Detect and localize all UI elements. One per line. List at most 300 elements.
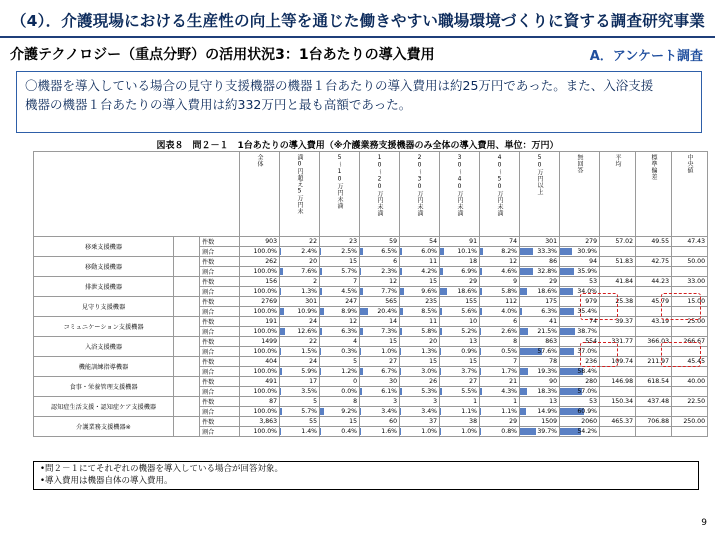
- cell-value: 491: [265, 378, 278, 385]
- percent-cell: [400, 287, 440, 297]
- header-divider: [0, 36, 715, 38]
- percent-cell: [440, 387, 480, 397]
- std-dev-cell: 43.19: [636, 317, 672, 327]
- count-cell: [400, 237, 440, 247]
- empty-cell: [636, 407, 672, 417]
- count-cell: [360, 397, 400, 407]
- percent-cell: [480, 347, 520, 357]
- cell-value: 6.9%: [461, 268, 478, 275]
- empty-cell: [672, 267, 708, 277]
- percent-bar: [520, 248, 533, 255]
- empty-cell: [636, 367, 672, 377]
- count-cell: [520, 297, 560, 307]
- std-dev-cell: 437.48: [636, 397, 672, 407]
- note-line-2: •導入費用は機器自体の導入費用。: [40, 475, 173, 486]
- cell-value: 26: [429, 378, 438, 385]
- cell-value: 5.2%: [461, 328, 478, 335]
- column-header: [636, 152, 672, 237]
- median-cell: 15.00: [672, 297, 708, 307]
- count-cell: [440, 417, 480, 427]
- count-cell: [440, 277, 480, 287]
- cell-value: 8.2%: [501, 248, 518, 255]
- table-body: [34, 237, 708, 437]
- percent-cell: [480, 387, 520, 397]
- device-name: 入浴支援機器: [34, 337, 174, 357]
- percent-cell: [520, 367, 560, 377]
- count-cell: [240, 257, 280, 267]
- cell-value: 235: [425, 298, 438, 305]
- cell-value: 14.9%: [537, 408, 558, 415]
- summary-line-1: 〇機器を導入している場合の見守り支援機器の機器１台あたりの導入費用は約25万円であった。また、入浴支援: [25, 78, 654, 93]
- percent-bar: [480, 368, 481, 375]
- empty-cell: [636, 327, 672, 337]
- percent-cell: [560, 267, 600, 277]
- count-cell: [280, 417, 320, 427]
- percent-cell: [360, 307, 400, 317]
- percent-cell: [240, 247, 280, 257]
- count-cell: [400, 297, 440, 307]
- percent-bar: [400, 348, 401, 355]
- std-dev-cell: 42.75: [636, 257, 672, 267]
- empty-cell: [600, 367, 636, 377]
- percent-cell: [400, 347, 440, 357]
- percent-bar: [560, 248, 572, 255]
- count-label: 件数: [200, 277, 240, 287]
- percent-bar: [280, 288, 281, 295]
- cell-value: 301: [545, 238, 558, 245]
- device-name: 排泄支援機器: [34, 277, 174, 297]
- cell-value: 8.5%: [421, 308, 438, 315]
- table-row: [34, 257, 708, 267]
- cell-value: 59: [389, 238, 398, 245]
- cell-value: 1.6%: [381, 428, 398, 435]
- cell-value: 39.7%: [537, 428, 558, 435]
- std-dev-cell: 49.55: [636, 237, 672, 247]
- count-cell: [400, 417, 440, 427]
- percent-cell: [440, 427, 480, 437]
- count-cell: [360, 417, 400, 427]
- count-cell: [240, 397, 280, 407]
- count-cell: [400, 337, 440, 347]
- row-gap: [174, 357, 200, 377]
- cell-value: 1.2%: [341, 368, 358, 375]
- count-cell: [360, 237, 400, 247]
- cell-value: 32.8%: [537, 268, 558, 275]
- percent-cell: [560, 387, 600, 397]
- cell-value: 1.7%: [501, 368, 518, 375]
- count-cell: [480, 417, 520, 427]
- cell-value: 10.1%: [457, 248, 478, 255]
- percent-cell: [480, 407, 520, 417]
- column-header-label: 無回答: [576, 154, 584, 174]
- count-cell: [320, 277, 360, 287]
- cell-value: 8: [513, 338, 518, 345]
- column-header-label: 30～40万円未満: [456, 154, 464, 217]
- highlight-bath-median: [661, 342, 701, 367]
- cell-value: 100.0%: [253, 428, 278, 435]
- count-cell: [400, 357, 440, 367]
- cell-value: 1509: [541, 418, 558, 425]
- count-cell: [440, 297, 480, 307]
- percent-cell: [400, 407, 440, 417]
- count-cell: [280, 377, 320, 387]
- count-cell: [320, 317, 360, 327]
- count-cell: [480, 277, 520, 287]
- percent-cell: [240, 367, 280, 377]
- percent-bar: [400, 268, 402, 275]
- header-title: （4）．介護現場における生産性の向上等を通じた働きやすい職場環境づくりに資する調査研究事業: [10, 12, 705, 30]
- percent-label: 割合: [200, 387, 240, 397]
- cell-value: 4: [353, 338, 358, 345]
- percent-cell: [440, 407, 480, 417]
- percent-bar: [280, 248, 281, 255]
- percent-cell: [320, 367, 360, 377]
- cell-value: 37.0%: [577, 348, 598, 355]
- count-cell: [520, 357, 560, 367]
- cell-value: 20: [429, 338, 438, 345]
- percent-bar: [560, 328, 575, 335]
- percent-bar: [320, 288, 322, 295]
- percent-cell: [360, 287, 400, 297]
- cell-value: 74: [509, 238, 518, 245]
- row-gap: [174, 317, 200, 337]
- percent-bar: [320, 308, 323, 315]
- cell-value: 6: [513, 318, 518, 325]
- cell-value: 3,863: [259, 418, 278, 425]
- count-cell: [320, 397, 360, 407]
- cell-value: 6.5%: [381, 248, 398, 255]
- count-cell: [440, 357, 480, 367]
- percent-bar: [440, 288, 447, 295]
- column-header-label: 満0円超え5万円未: [296, 154, 304, 215]
- percent-bar: [280, 348, 281, 355]
- percent-bar: [320, 408, 324, 415]
- column-header-label: 10～20万円未満: [376, 154, 384, 217]
- cell-value: 18.3%: [537, 388, 558, 395]
- count-label: 件数: [200, 417, 240, 427]
- row-gap: [174, 337, 200, 357]
- cell-value: 7.6%: [301, 268, 318, 275]
- count-label: 件数: [200, 337, 240, 347]
- device-name: 移乗支援機器: [34, 237, 174, 257]
- percent-cell: [240, 407, 280, 417]
- cell-value: 0: [353, 378, 358, 385]
- percent-cell: [480, 327, 520, 337]
- percent-cell: [280, 347, 320, 357]
- count-cell: [520, 337, 560, 347]
- percent-bar: [520, 428, 535, 435]
- percent-bar: [480, 268, 482, 275]
- cell-value: 0.5%: [501, 348, 518, 355]
- cell-value: 1.3%: [421, 348, 438, 355]
- row-gap: [174, 277, 200, 297]
- header-blank: [34, 152, 240, 237]
- cell-value: 37: [429, 418, 438, 425]
- cell-value: 11: [429, 258, 438, 265]
- percent-bar: [440, 268, 443, 275]
- cell-value: 1: [473, 398, 478, 405]
- cell-value: 2060: [581, 418, 598, 425]
- cell-value: 15: [469, 358, 478, 365]
- column-header: [600, 152, 636, 237]
- percent-cell: [520, 407, 560, 417]
- cell-value: 0.3%: [341, 348, 358, 355]
- percent-cell: [560, 327, 600, 337]
- cell-value: 5.3%: [421, 388, 438, 395]
- percent-bar: [560, 288, 573, 295]
- empty-cell: [600, 427, 636, 437]
- cell-value: 60: [389, 418, 398, 425]
- cell-value: 3.4%: [421, 408, 438, 415]
- table-row: [34, 277, 708, 287]
- cell-value: 78: [549, 358, 558, 365]
- cell-value: 54.2%: [577, 428, 598, 435]
- empty-cell: [636, 267, 672, 277]
- cell-value: 8: [353, 398, 358, 405]
- cell-value: 5.5%: [461, 388, 478, 395]
- percent-bar: [520, 368, 528, 375]
- row-gap: [174, 397, 200, 417]
- device-name: 見守り支援機器: [34, 297, 174, 317]
- percent-cell: [360, 267, 400, 277]
- median-cell: 250.00: [672, 417, 708, 427]
- cell-value: 55: [309, 418, 318, 425]
- percent-cell: [480, 307, 520, 317]
- percent-bar: [360, 248, 363, 255]
- percent-cell: [280, 267, 320, 277]
- count-cell: [240, 317, 280, 327]
- cell-value: 15: [349, 258, 358, 265]
- count-cell: [360, 377, 400, 387]
- empty-cell: [600, 267, 636, 277]
- percent-bar: [520, 408, 526, 415]
- cell-value: 6.3%: [341, 328, 358, 335]
- percent-label: 割合: [200, 347, 240, 357]
- section-title: 介護テクノロジー（重点分野）の活用状況3：1台あたりの導入費用: [10, 47, 435, 63]
- cell-value: 1.3%: [301, 288, 318, 295]
- average-cell: 146.98: [600, 377, 636, 387]
- count-cell: [280, 317, 320, 327]
- cell-value: 27: [469, 378, 478, 385]
- percent-bar: [280, 428, 281, 435]
- percent-cell: [360, 247, 400, 257]
- cell-value: 14: [389, 318, 398, 325]
- percent-cell: [240, 327, 280, 337]
- count-cell: [520, 397, 560, 407]
- percent-cell: [520, 267, 560, 277]
- cell-value: 2.3%: [381, 268, 398, 275]
- cell-value: 280: [585, 378, 598, 385]
- cell-value: 30: [389, 378, 398, 385]
- cell-value: 191: [265, 318, 278, 325]
- column-header: [240, 152, 280, 237]
- percent-label: 割合: [200, 307, 240, 317]
- cell-value: 21.5%: [537, 328, 558, 335]
- percent-bar: [400, 308, 403, 315]
- cell-value: 91: [469, 238, 478, 245]
- cell-value: 5.9%: [301, 368, 318, 375]
- count-cell: [400, 377, 440, 387]
- cell-value: 279: [585, 238, 598, 245]
- cell-value: 3.5%: [301, 388, 318, 395]
- cell-value: 1.4%: [301, 428, 318, 435]
- percent-cell: [520, 387, 560, 397]
- count-label: 件数: [200, 257, 240, 267]
- notes-box: [33, 461, 699, 490]
- cell-value: 5.6%: [461, 308, 478, 315]
- count-cell: [440, 317, 480, 327]
- percent-cell: [440, 287, 480, 297]
- cell-value: 11: [429, 318, 438, 325]
- count-cell: [320, 377, 360, 387]
- cell-value: 24: [309, 318, 318, 325]
- average-cell: 51.83: [600, 257, 636, 267]
- column-header: [672, 152, 708, 237]
- cell-value: 1.1%: [461, 408, 478, 415]
- cell-value: 74: [589, 318, 598, 325]
- figure-caption: 図表８ 問２－１ 1台あたりの導入費用（※介護業務支援機器のみ全体の導入費用、単位：万円）: [156, 141, 559, 151]
- column-header-label: 中央値: [686, 154, 694, 174]
- cell-value: 1.5%: [301, 348, 318, 355]
- percent-cell: [240, 307, 280, 317]
- percent-cell: [560, 407, 600, 417]
- percent-cell: [400, 427, 440, 437]
- empty-cell: [672, 327, 708, 337]
- cell-value: 903: [265, 238, 278, 245]
- percent-cell: [280, 307, 320, 317]
- median-cell: 22.50: [672, 397, 708, 407]
- percent-bar: [560, 308, 574, 315]
- cell-value: 4.5%: [341, 288, 358, 295]
- percent-bar: [480, 248, 483, 255]
- cell-value: 155: [465, 298, 478, 305]
- count-cell: [320, 417, 360, 427]
- cell-value: 22: [309, 338, 318, 345]
- count-cell: [400, 277, 440, 287]
- count-cell: [240, 417, 280, 427]
- percent-cell: [440, 247, 480, 257]
- percent-label: 割合: [200, 267, 240, 277]
- cell-value: 5.8%: [421, 328, 438, 335]
- count-cell: [440, 257, 480, 267]
- row-gap: [174, 237, 200, 257]
- percent-cell: [240, 267, 280, 277]
- count-cell: [560, 277, 600, 287]
- cell-value: 0.8%: [501, 428, 518, 435]
- percent-bar: [280, 328, 285, 335]
- cell-value: 7.3%: [381, 328, 398, 335]
- column-header: [560, 152, 600, 237]
- cell-value: 21: [509, 378, 518, 385]
- average-cell: 25.38: [600, 297, 636, 307]
- column-header-label: 5～10万円未満: [336, 154, 344, 209]
- percent-cell: [320, 427, 360, 437]
- count-label: 件数: [200, 397, 240, 407]
- device-name: 食事・栄養管理支援機器: [34, 377, 174, 397]
- cell-value: 53: [589, 278, 598, 285]
- empty-cell: [600, 407, 636, 417]
- cell-value: 100.0%: [253, 248, 278, 255]
- percent-bar: [520, 308, 522, 315]
- header-row: [34, 152, 708, 237]
- percent-cell: [360, 427, 400, 437]
- cell-value: 15: [349, 418, 358, 425]
- count-cell: [320, 257, 360, 267]
- cell-value: 12: [389, 278, 398, 285]
- percent-cell: [520, 307, 560, 317]
- count-label: 件数: [200, 357, 240, 367]
- count-cell: [480, 337, 520, 347]
- percent-bar: [440, 308, 442, 315]
- cell-value: 175: [545, 298, 558, 305]
- cell-value: 19.3%: [537, 368, 558, 375]
- cell-value: 35.4%: [577, 308, 598, 315]
- percent-cell: [480, 287, 520, 297]
- percent-bar: [480, 308, 482, 315]
- cell-value: 3: [433, 398, 438, 405]
- cell-value: 58.4%: [577, 368, 598, 375]
- count-cell: [240, 237, 280, 247]
- column-header: [400, 152, 440, 237]
- cell-value: 13: [469, 338, 478, 345]
- count-cell: [480, 397, 520, 407]
- cell-value: 100.0%: [253, 388, 278, 395]
- average-cell: 150.34: [600, 397, 636, 407]
- percent-label: 割合: [200, 247, 240, 257]
- row-gap: [174, 417, 200, 437]
- cell-value: 9.6%: [421, 288, 438, 295]
- cell-value: 1.0%: [461, 428, 478, 435]
- percent-bar: [480, 388, 482, 395]
- cell-value: 2.4%: [301, 248, 318, 255]
- column-header: [320, 152, 360, 237]
- percent-cell: [480, 427, 520, 437]
- cell-value: 57.6%: [537, 348, 558, 355]
- cell-value: 3.4%: [381, 408, 398, 415]
- highlight-watch-median: [661, 293, 701, 320]
- section-tag: A．アンケート調査: [589, 49, 703, 64]
- count-cell: [520, 417, 560, 427]
- cell-value: 34.0%: [577, 288, 598, 295]
- count-cell: [520, 277, 560, 287]
- cell-value: 554: [585, 338, 598, 345]
- average-cell: 39.37: [600, 317, 636, 327]
- percent-bar: [320, 248, 321, 255]
- median-cell: 45.45: [672, 357, 708, 367]
- cell-value: 565: [385, 298, 398, 305]
- column-header-label: 20～30万円未満: [416, 154, 424, 217]
- percent-bar: [560, 268, 574, 275]
- empty-cell: [672, 407, 708, 417]
- count-cell: [440, 337, 480, 347]
- percent-bar: [520, 328, 528, 335]
- median-cell: 47.43: [672, 237, 708, 247]
- cell-value: 262: [265, 258, 278, 265]
- percent-bar: [280, 368, 282, 375]
- cell-value: 6.0%: [421, 248, 438, 255]
- cell-value: 0.9%: [461, 348, 478, 355]
- percent-bar: [400, 328, 402, 335]
- device-name: 認知症生活支援・認知症ケア支援機器: [34, 397, 174, 417]
- count-cell: [480, 377, 520, 387]
- count-cell: [520, 237, 560, 247]
- cell-value: 6.3%: [541, 308, 558, 315]
- count-cell: [280, 297, 320, 307]
- cell-value: 29: [469, 278, 478, 285]
- column-header-label: 全体: [256, 154, 264, 167]
- cell-value: 0.0%: [341, 388, 358, 395]
- cell-value: 112: [505, 298, 518, 305]
